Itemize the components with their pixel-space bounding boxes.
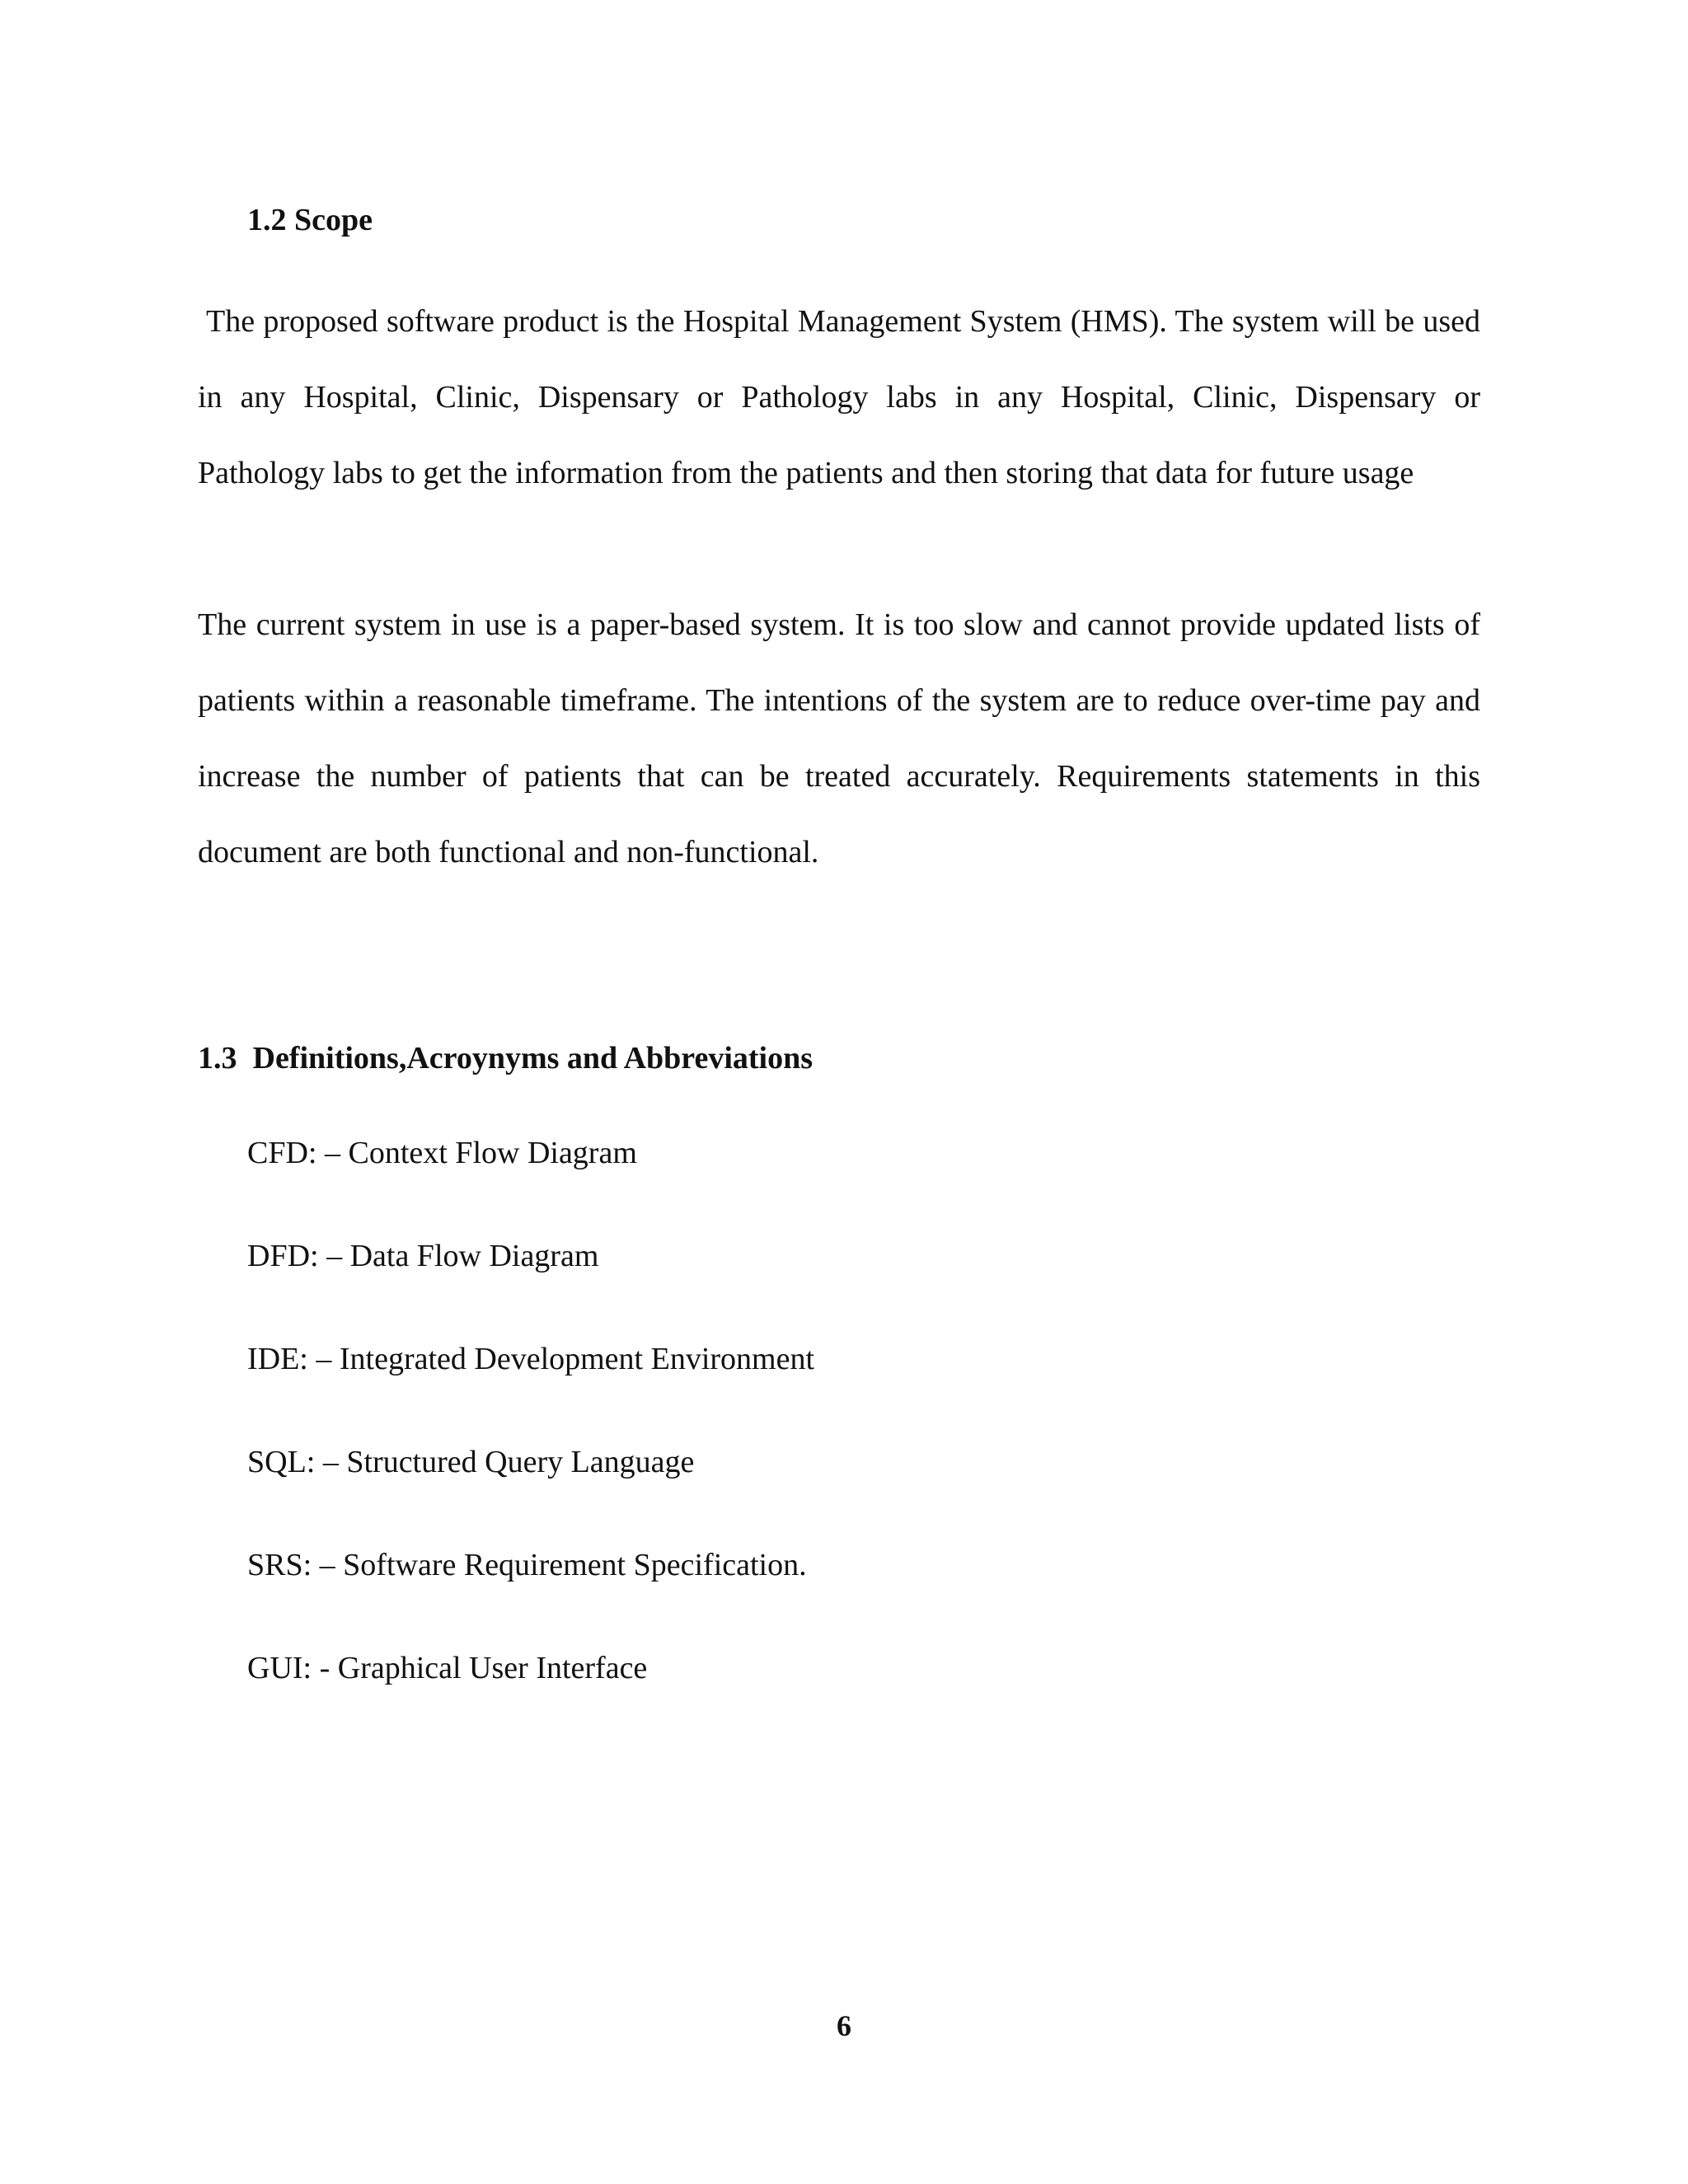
- scope-paragraph-2: The current system in use is a paper-based system. It is too slow and cannot provide updated lists of patients within a reasonable timeframe. The intentions of the system are to reduce over-time pay and increase the number of patients that can be treated accurately. Requirements statements in this document are both functional and non-functional.: [198, 607, 1480, 869]
- definition-item-ide: IDE: – Integrated Development Environment: [247, 1342, 815, 1376]
- definitions-list: [247, 1137, 814, 1755]
- page-number: 6: [837, 2009, 851, 2042]
- definition-item-dfd: DFD: – Data Flow Diagram: [247, 1239, 599, 1273]
- scope-paragraph-1-text: The proposed software product is the Hospital Management System (HMS). The system will be used in any Hospital, Clinic, Dispensary or Pathology labs in any Hospital, Clinic, Dispensary or Pathology labs to get the information from the patients and then storing that data for future usage: [198, 304, 1480, 490]
- definition-item-cfd: CFD: – Context Flow Diagram: [247, 1136, 637, 1170]
- definition-item-gui: GUI: - Graphical User Interface: [247, 1651, 648, 1685]
- definitions-heading: 1.3 Definitions,Acroynyms and Abbreviations: [198, 1041, 814, 1076]
- definition-item-srs: SRS: – Software Requirement Specification.: [247, 1548, 807, 1582]
- scope-paragraph-1: [198, 284, 1480, 511]
- definition-item-sql: SQL: – Structured Query Language: [247, 1445, 695, 1479]
- scope-heading: 1.2 Scope: [247, 203, 373, 237]
